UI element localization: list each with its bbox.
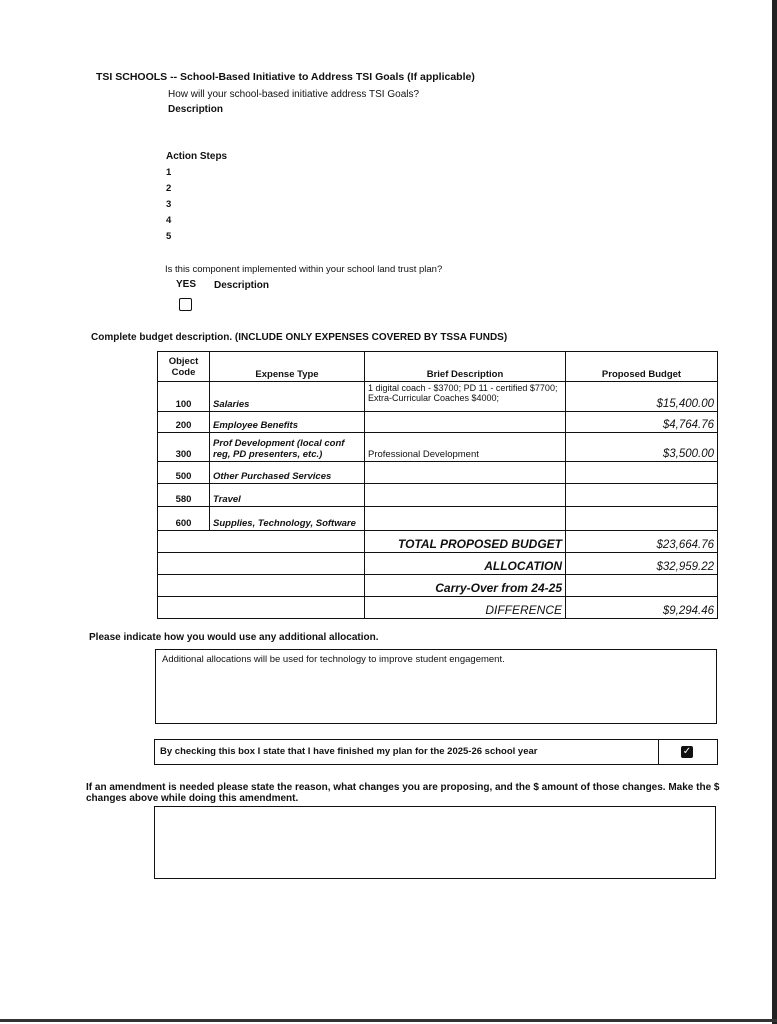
row-amount[interactable]: $15,400.00	[566, 382, 718, 412]
row-description[interactable]	[365, 484, 566, 507]
row-amount[interactable]: $4,764.76	[566, 412, 718, 433]
row-expense-type: Salaries	[210, 382, 365, 412]
action-step-2: 2	[166, 183, 172, 194]
budget-heading: Complete budget description. (INCLUDE ONLY EXPENSES COVERED BY TSSA FUNDS)	[91, 332, 508, 343]
row-amount[interactable]	[566, 484, 718, 507]
trust-plan-checkbox[interactable]	[179, 298, 192, 311]
allocation-spacer	[158, 553, 365, 575]
scan-edge-bottom	[0, 1019, 777, 1022]
additional-allocation-field[interactable]	[155, 649, 717, 724]
additional-allocation-text: Additional allocations will be used for technology to improve student engagement.	[162, 654, 505, 665]
row-expense-type: Supplies, Technology, Software	[210, 507, 365, 531]
header-brief-description: Brief Description	[365, 352, 566, 382]
section-title: TSI SCHOOLS -- School-Based Initiative to Address TSI Goals (If applicable)	[96, 71, 475, 83]
action-step-1: 1	[166, 167, 172, 178]
row-code: 100	[158, 382, 210, 412]
completion-checkbox[interactable]: ✓	[682, 746, 692, 757]
difference-value: $9,294.46	[566, 597, 718, 619]
yes-label: YES	[176, 279, 197, 290]
confirmation-divider	[658, 740, 659, 764]
table-row	[158, 412, 718, 433]
table-row	[158, 462, 718, 484]
allocation-row	[158, 553, 718, 575]
action-step-5: 5	[166, 231, 172, 242]
budget-header-row	[158, 352, 718, 382]
row-description[interactable]	[365, 462, 566, 484]
carryover-row	[158, 575, 718, 597]
trust-plan-description-label: Description	[214, 280, 270, 291]
completion-statement: By checking this box I state that I have finished my plan for the 2025-26 school year	[160, 746, 538, 757]
difference-spacer	[158, 597, 365, 619]
carryover-value[interactable]	[566, 575, 718, 597]
description-heading: Description	[168, 104, 224, 115]
row-expense-type: Employee Benefits	[210, 412, 365, 433]
budget-table	[157, 351, 718, 619]
header-object-code: Object Code	[158, 352, 210, 382]
carryover-spacer	[158, 575, 365, 597]
total-proposed-budget-value: $23,664.76	[566, 531, 718, 553]
table-row	[158, 484, 718, 507]
total-proposed-budget-label: TOTAL PROPOSED BUDGET	[365, 531, 566, 553]
row-expense-type: Other Purchased Services	[210, 462, 365, 484]
action-step-3: 3	[166, 199, 172, 210]
allocation-label: ALLOCATION	[365, 553, 566, 575]
carryover-label: Carry-Over from 24-25	[365, 575, 566, 597]
header-proposed-budget: Proposed Budget	[566, 352, 718, 382]
scan-edge-right	[772, 0, 777, 1024]
allocation-value: $32,959.22	[566, 553, 718, 575]
row-expense-type: Travel	[210, 484, 365, 507]
action-step-4: 4	[166, 215, 172, 226]
additional-allocation-heading: Please indicate how you would use any additional allocation.	[89, 632, 379, 643]
row-description[interactable]	[365, 412, 566, 433]
difference-label: DIFFERENCE	[365, 597, 566, 619]
row-code: 500	[158, 462, 210, 484]
initiative-question: How will your school-based initiative address TSI Goals?	[168, 89, 420, 100]
total-spacer	[158, 531, 365, 553]
total-row	[158, 531, 718, 553]
table-row	[158, 433, 718, 462]
row-expense-type: Prof Development (local conf reg, PD presenters, etc.)	[210, 433, 365, 462]
action-steps-heading: Action Steps	[166, 151, 228, 162]
completion-confirmation	[154, 739, 718, 765]
row-description[interactable]: 1 digital coach - $3700; PD 11 - certified $7700; Extra-Curricular Coaches $4000;	[365, 382, 566, 412]
table-row	[158, 507, 718, 531]
row-amount[interactable]: $3,500.00	[566, 433, 718, 462]
row-code: 200	[158, 412, 210, 433]
row-amount[interactable]	[566, 507, 718, 531]
row-code: 600	[158, 507, 210, 531]
amendment-field[interactable]	[154, 806, 716, 879]
row-code: 300	[158, 433, 210, 462]
trust-plan-question: Is this component implemented within your school land trust plan?	[165, 264, 443, 275]
row-description[interactable]	[365, 507, 566, 531]
table-row	[158, 382, 718, 412]
row-amount[interactable]	[566, 462, 718, 484]
difference-row	[158, 597, 718, 619]
row-description[interactable]: Professional Development	[365, 433, 566, 462]
amendment-heading: If an amendment is needed please state the reason, what changes you are proposing, and the $ amount of those changes. Make the $ changes above while doing this amendment.	[86, 782, 720, 804]
header-expense-type: Expense Type	[210, 352, 365, 382]
row-code: 580	[158, 484, 210, 507]
